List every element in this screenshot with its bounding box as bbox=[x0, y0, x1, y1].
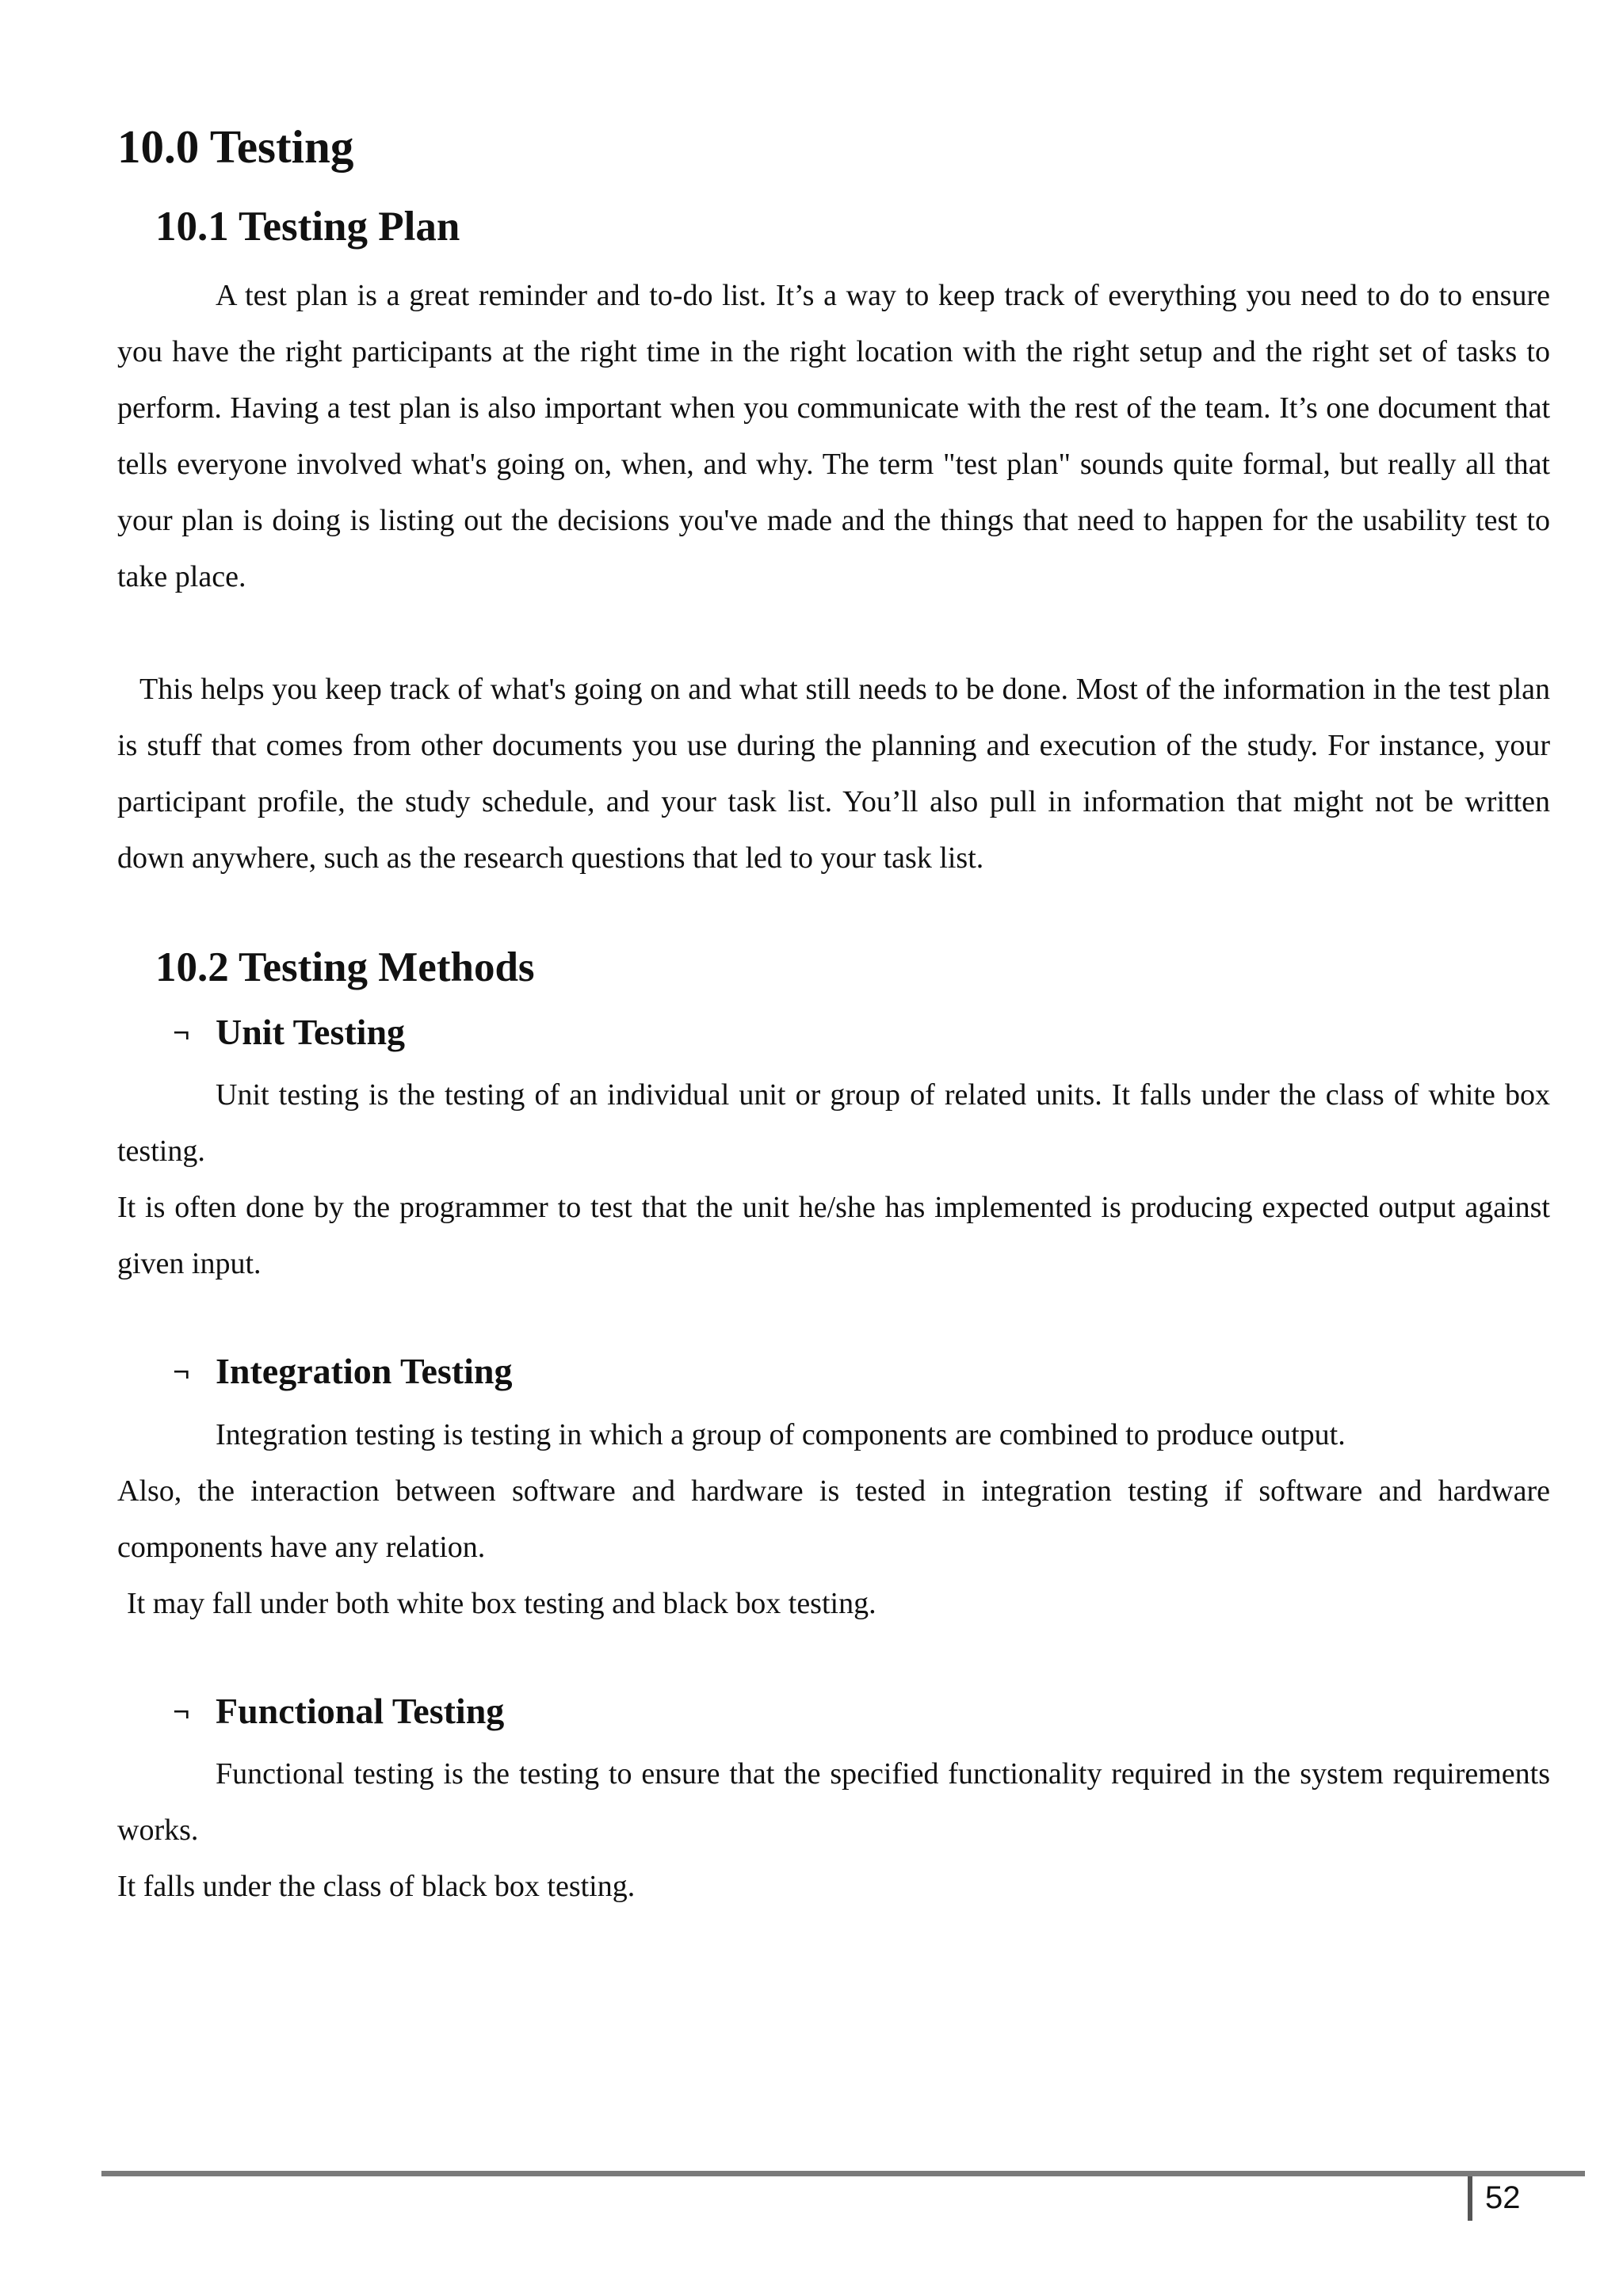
integration-testing-paragraph-1: Integration testing is testing in which a group of components are combined to produce output. bbox=[216, 1417, 1346, 1451]
section-title: 10.0 Testing bbox=[117, 120, 354, 173]
functional-testing-heading-text: Functional Testing bbox=[216, 1690, 505, 1731]
integration-testing-heading-text: Integration Testing bbox=[216, 1351, 513, 1392]
spacer bbox=[117, 1292, 1550, 1348]
functional-testing-paragraph-2: It falls under the class of black box testing. bbox=[117, 1870, 636, 1904]
testing-plan-heading: 10.1 Testing Plan bbox=[155, 203, 460, 250]
spacer bbox=[117, 887, 1550, 943]
bullet-arrow-icon: ¬ bbox=[173, 1016, 190, 1050]
integration-testing-paragraph-2: Also, the interaction between software and hardware is tested in integration testing if software and hardware components have any relation. bbox=[117, 1474, 1550, 1564]
functional-testing-heading bbox=[173, 1688, 1550, 1734]
unit-testing-paragraph-1: Unit testing is the testing of an individual unit or group of related units. It falls under the class of white box testing. bbox=[117, 1078, 1550, 1169]
bullet-arrow-icon: ¬ bbox=[173, 1356, 190, 1390]
testing-methods-heading: 10.2 Testing Methods bbox=[155, 944, 535, 991]
spacer bbox=[117, 605, 1550, 662]
unit-testing-heading bbox=[173, 1009, 1550, 1055]
footer-divider bbox=[101, 2171, 1585, 2176]
testing-plan-paragraph-2: This helps you keep track of what's going on and what still needs to be done. Most of the information in the test plan is stuff that comes from other documents you use during the planning and execution of the study. For instance, your participant profile, the study schedule, and your task list. You’ll also pull in information that might not be written down anywhere, such as the research questions that led to your task list. bbox=[117, 673, 1550, 875]
unit-testing-heading-text: Unit Testing bbox=[216, 1011, 406, 1052]
page-content bbox=[117, 119, 1550, 1915]
bullet-arrow-icon: ¬ bbox=[173, 1695, 190, 1729]
page-number-marker bbox=[1468, 2176, 1472, 2221]
integration-testing-heading bbox=[173, 1348, 1550, 1394]
page-number: 52 bbox=[1485, 2180, 1521, 2215]
testing-plan-paragraph-1: A test plan is a great reminder and to-do list. It’s a way to keep track of everything you need to do to ensure you have the right participants at the right time in the right location with the right setup and the right set of tasks to perform. Having a test plan is also important when you communicate with the rest of the team. It’s one document that tells everyone involved what's going on, when, and why. The term "test plan" sounds quite formal, but really all that your plan is doing is listing out the decisions you've made and the things that need to happen for the usability test to take place. bbox=[117, 279, 1550, 594]
functional-testing-paragraph-1: Functional testing is the testing to ensure that the specified functionality required in the system requirements works. bbox=[117, 1757, 1550, 1848]
spacer bbox=[117, 1632, 1550, 1688]
integration-testing-paragraph-3: It may fall under both white box testing and black box testing. bbox=[127, 1586, 876, 1620]
unit-testing-paragraph-2: It is often done by the programmer to test that the unit he/she has implemented is producing expected output against given input. bbox=[117, 1191, 1550, 1281]
